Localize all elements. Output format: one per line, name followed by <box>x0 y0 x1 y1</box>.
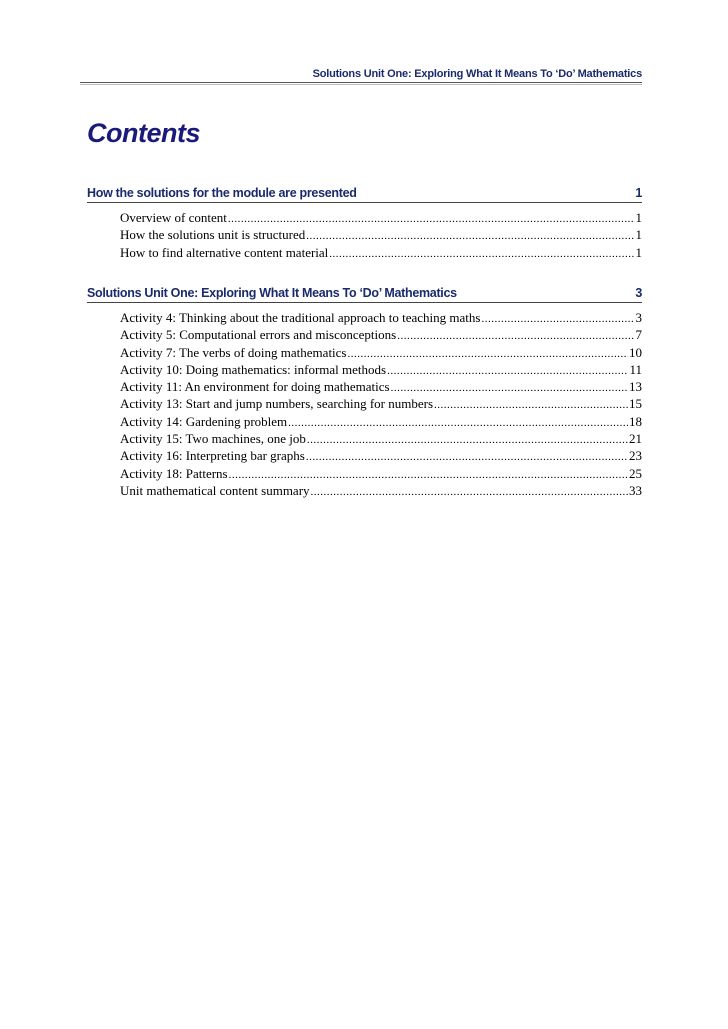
toc-entry-page: 11 <box>629 361 642 377</box>
toc-entry-label: Activity 11: An environment for doing mathematics <box>120 379 390 395</box>
toc-entry-list <box>87 309 642 499</box>
toc-entry[interactable] <box>120 344 642 361</box>
toc-entry-page: 23 <box>629 448 642 464</box>
dot-leader <box>434 397 628 414</box>
toc-entry[interactable] <box>120 395 642 412</box>
toc-entry-label: Activity 14: Gardening problem <box>120 413 288 429</box>
toc-entry[interactable] <box>120 447 642 464</box>
toc-entry[interactable] <box>120 244 642 261</box>
toc-entry-label: Overview of content <box>120 210 227 225</box>
toc-entry-label: Activity 10: Doing mathematics: informal methods <box>120 361 387 377</box>
toc-entry[interactable] <box>120 482 642 499</box>
toc-entry-page: 1 <box>635 210 642 225</box>
toc-entry-label: How to find alternative content material <box>120 244 329 260</box>
toc-entry-page: 21 <box>629 431 642 447</box>
dot-leader <box>397 328 634 345</box>
toc-entry-page: 7 <box>635 327 642 343</box>
dot-leader <box>306 228 634 245</box>
running-header: Solutions Unit One: Exploring What It Means To ‘Do’ Mathematics <box>312 68 642 80</box>
dot-leader <box>481 311 634 328</box>
toc-section-unit-one <box>87 286 642 499</box>
header-rule <box>80 82 642 83</box>
toc-entry-page: 1 <box>635 227 642 243</box>
page-title: Contents <box>87 118 200 148</box>
toc-entry-label: Activity 5: Computational errors and misconceptions <box>120 327 397 343</box>
section-heading-page: 3 <box>635 286 642 300</box>
toc-entry[interactable] <box>120 465 642 482</box>
toc-section-heading[interactable] <box>87 186 642 203</box>
toc-entry-label: Activity 15: Two machines, one job <box>120 431 306 447</box>
toc-entry-page: 13 <box>629 379 642 395</box>
toc-entry-page: 1 <box>635 244 642 260</box>
toc-entry-label: Activity 13: Start and jump numbers, searching for numbers <box>120 396 434 412</box>
toc-entry-label: Activity 16: Interpreting bar graphs <box>120 448 305 464</box>
dot-leader <box>387 363 628 380</box>
toc-entry-page: 33 <box>629 482 642 498</box>
section-heading-page: 1 <box>635 186 642 200</box>
toc-entry[interactable] <box>120 378 642 395</box>
toc-entry[interactable] <box>120 226 642 243</box>
toc-entry-label: How the solutions unit is structured <box>120 227 306 243</box>
toc-entry-label: Activity 18: Patterns <box>120 465 228 481</box>
toc-section-heading[interactable] <box>87 286 642 303</box>
toc-entry-page: 18 <box>629 413 642 429</box>
section-heading-label: Solutions Unit One: Exploring What It Means To ‘Do’ Mathematics <box>87 286 457 300</box>
toc-entry[interactable] <box>120 413 642 430</box>
toc-section-presentation <box>87 186 642 261</box>
toc-entry-page: 25 <box>629 465 642 481</box>
dot-leader <box>288 415 628 432</box>
header-rule-secondary <box>80 84 642 85</box>
toc-entry-label: Activity 7: The verbs of doing mathematics <box>120 344 347 360</box>
toc-entry[interactable] <box>120 309 642 326</box>
toc-entry-page: 15 <box>629 396 642 412</box>
dot-leader <box>306 449 628 466</box>
toc-entry[interactable] <box>120 209 642 226</box>
toc-entry-label: Activity 4: Thinking about the traditional approach to teaching maths <box>120 310 481 325</box>
toc-entry-label: Unit mathematical content summary <box>120 482 310 498</box>
toc-entry[interactable] <box>120 361 642 378</box>
toc-entry-list <box>87 209 642 261</box>
section-heading-label: How the solutions for the module are presented <box>87 186 357 200</box>
toc-entry-page: 10 <box>629 344 642 360</box>
dot-leader <box>329 246 634 263</box>
dot-leader <box>311 484 628 501</box>
toc-entry-page: 3 <box>635 310 642 325</box>
toc-entry[interactable] <box>120 430 642 447</box>
dot-leader <box>307 432 628 449</box>
toc-entry[interactable] <box>120 326 642 343</box>
dot-leader <box>348 346 629 363</box>
